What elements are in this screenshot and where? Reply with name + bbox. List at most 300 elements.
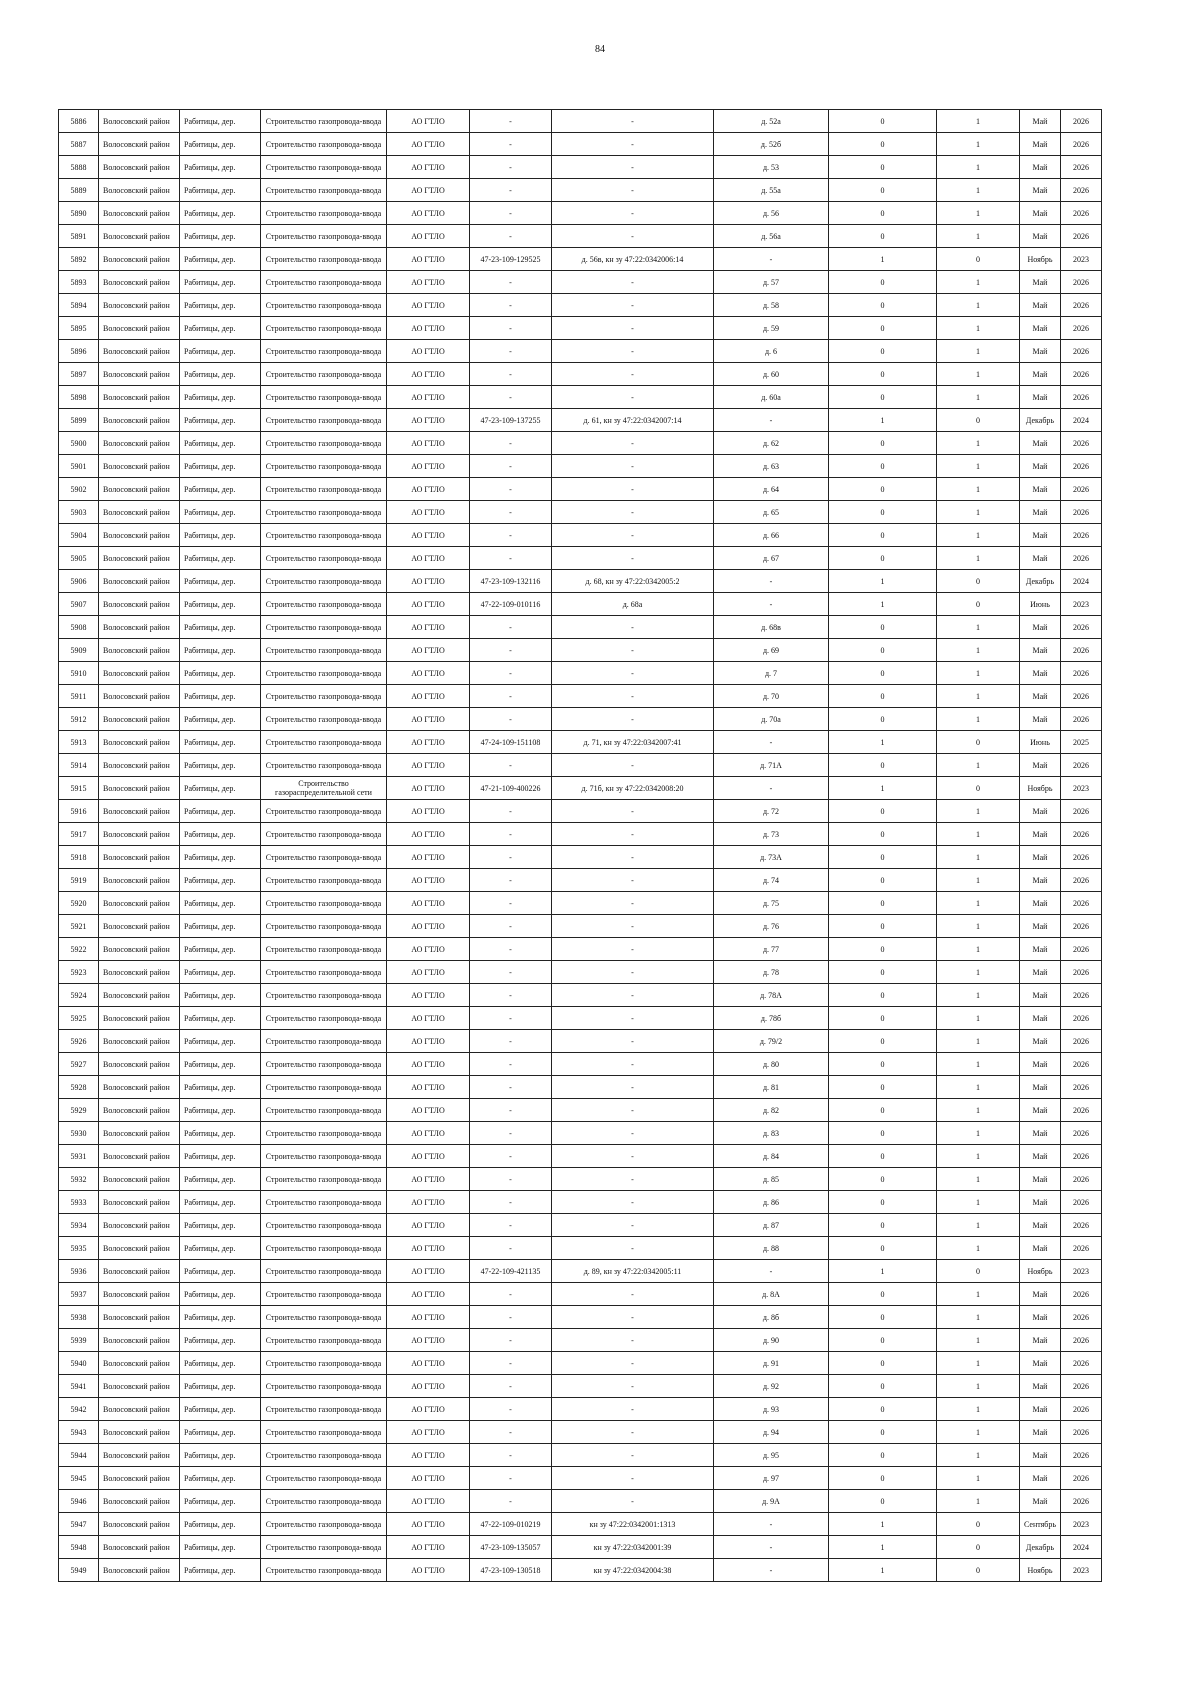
organization-cell: АО ГТЛО (387, 1467, 470, 1490)
year-cell: 2023 (1061, 1260, 1102, 1283)
table-row (59, 271, 1102, 294)
address-cell: д. 92 (714, 1375, 829, 1398)
organization-cell: АО ГТЛО (387, 731, 470, 754)
object-cell: - (552, 432, 714, 455)
address-cell: - (714, 777, 829, 800)
count-1-cell: 0 (829, 1122, 937, 1145)
count-1-cell: 0 (829, 1421, 937, 1444)
address-cell: д. 6 (714, 340, 829, 363)
organization-cell: АО ГТЛО (387, 777, 470, 800)
count-2-cell: 1 (937, 432, 1020, 455)
count-1-cell: 1 (829, 777, 937, 800)
table-row (59, 616, 1102, 639)
organization-cell: АО ГТЛО (387, 1352, 470, 1375)
district-cell: Волосовский район (99, 478, 180, 501)
tech-conditions-cell: - (470, 846, 552, 869)
work-type-cell: Строительство газопровода-ввода (261, 1444, 387, 1467)
district-cell: Волосовский район (99, 133, 180, 156)
tech-conditions-cell: - (470, 1375, 552, 1398)
count-1-cell: 0 (829, 432, 937, 455)
count-2-cell: 1 (937, 1398, 1020, 1421)
year-cell: 2026 (1061, 1214, 1102, 1237)
object-cell: - (552, 1352, 714, 1375)
locality-cell: Рабитицы, дер. (180, 708, 261, 731)
object-cell: - (552, 340, 714, 363)
row-number-cell: 5901 (59, 455, 99, 478)
table-row (59, 1306, 1102, 1329)
count-2-cell: 1 (937, 1007, 1020, 1030)
address-cell: - (714, 593, 829, 616)
locality-cell: Рабитицы, дер. (180, 777, 261, 800)
address-cell: д. 71А (714, 754, 829, 777)
year-cell: 2024 (1061, 1536, 1102, 1559)
locality-cell: Рабитицы, дер. (180, 340, 261, 363)
address-cell: д. 67 (714, 547, 829, 570)
count-2-cell: 0 (937, 777, 1020, 800)
count-2-cell: 1 (937, 915, 1020, 938)
locality-cell: Рабитицы, дер. (180, 938, 261, 961)
tech-conditions-cell: - (470, 1145, 552, 1168)
year-cell: 2026 (1061, 1306, 1102, 1329)
locality-cell: Рабитицы, дер. (180, 1214, 261, 1237)
year-cell: 2026 (1061, 1122, 1102, 1145)
object-cell: - (552, 869, 714, 892)
district-cell: Волосовский район (99, 547, 180, 570)
address-cell: д. 73 (714, 823, 829, 846)
organization-cell: АО ГТЛО (387, 1191, 470, 1214)
address-cell: д. 8б (714, 1306, 829, 1329)
work-type-cell: Строительство газопровода-ввода (261, 1306, 387, 1329)
organization-cell: АО ГТЛО (387, 1444, 470, 1467)
work-type-cell: Строительство газопровода-ввода (261, 1375, 387, 1398)
address-cell: д. 78А (714, 984, 829, 1007)
row-number-cell: 5902 (59, 478, 99, 501)
month-cell: Май (1020, 685, 1061, 708)
address-cell: д. 58 (714, 294, 829, 317)
table-row (59, 1375, 1102, 1398)
row-number-cell: 5924 (59, 984, 99, 1007)
work-type-cell: Строительство газопровода-ввода (261, 179, 387, 202)
locality-cell: Рабитицы, дер. (180, 110, 261, 133)
tech-conditions-cell: - (470, 340, 552, 363)
locality-cell: Рабитицы, дер. (180, 317, 261, 340)
object-cell: - (552, 1076, 714, 1099)
count-2-cell: 1 (937, 823, 1020, 846)
row-number-cell: 5910 (59, 662, 99, 685)
count-2-cell: 1 (937, 662, 1020, 685)
work-type-cell: Строительство газопровода-ввода (261, 1099, 387, 1122)
address-cell: д. 72 (714, 800, 829, 823)
district-cell: Волосовский район (99, 1076, 180, 1099)
locality-cell: Рабитицы, дер. (180, 202, 261, 225)
locality-cell: Рабитицы, дер. (180, 1375, 261, 1398)
row-number-cell: 5942 (59, 1398, 99, 1421)
row-number-cell: 5909 (59, 639, 99, 662)
address-cell: д. 52а (714, 110, 829, 133)
count-2-cell: 1 (937, 1168, 1020, 1191)
table-row (59, 1145, 1102, 1168)
tech-conditions-cell: - (470, 1191, 552, 1214)
count-2-cell: 1 (937, 1214, 1020, 1237)
count-1-cell: 0 (829, 1145, 937, 1168)
district-cell: Волосовский район (99, 708, 180, 731)
work-type-cell: Строительство газопровода-ввода (261, 708, 387, 731)
address-cell: д. 76 (714, 915, 829, 938)
table-row (59, 593, 1102, 616)
year-cell: 2026 (1061, 961, 1102, 984)
table-row (59, 202, 1102, 225)
count-2-cell: 1 (937, 1076, 1020, 1099)
count-2-cell: 1 (937, 386, 1020, 409)
organization-cell: АО ГТЛО (387, 1030, 470, 1053)
locality-cell: Рабитицы, дер. (180, 1076, 261, 1099)
organization-cell: АО ГТЛО (387, 1283, 470, 1306)
row-number-cell: 5918 (59, 846, 99, 869)
count-1-cell: 0 (829, 1283, 937, 1306)
table-row (59, 1099, 1102, 1122)
locality-cell: Рабитицы, дер. (180, 1490, 261, 1513)
organization-cell: АО ГТЛО (387, 1168, 470, 1191)
locality-cell: Рабитицы, дер. (180, 225, 261, 248)
tech-conditions-cell: - (470, 294, 552, 317)
table-row (59, 294, 1102, 317)
district-cell: Волосовский район (99, 1214, 180, 1237)
count-1-cell: 0 (829, 317, 937, 340)
district-cell: Волосовский район (99, 1375, 180, 1398)
tech-conditions-cell: - (470, 1467, 552, 1490)
work-type-cell: Строительство газопровода-ввода (261, 202, 387, 225)
table-row (59, 524, 1102, 547)
row-number-cell: 5893 (59, 271, 99, 294)
row-number-cell: 5898 (59, 386, 99, 409)
district-cell: Волосовский район (99, 1490, 180, 1513)
count-2-cell: 1 (937, 202, 1020, 225)
object-cell: - (552, 1283, 714, 1306)
row-number-cell: 5916 (59, 800, 99, 823)
organization-cell: АО ГТЛО (387, 340, 470, 363)
locality-cell: Рабитицы, дер. (180, 1122, 261, 1145)
year-cell: 2026 (1061, 685, 1102, 708)
count-1-cell: 0 (829, 961, 937, 984)
address-cell: д. 73А (714, 846, 829, 869)
locality-cell: Рабитицы, дер. (180, 179, 261, 202)
count-1-cell: 0 (829, 1191, 937, 1214)
table-row (59, 961, 1102, 984)
year-cell: 2026 (1061, 1398, 1102, 1421)
work-type-cell: Строительство газопровода-ввода (261, 1329, 387, 1352)
locality-cell: Рабитицы, дер. (180, 800, 261, 823)
count-1-cell: 0 (829, 1490, 937, 1513)
table-row (59, 1053, 1102, 1076)
month-cell: Ноябрь (1020, 248, 1061, 271)
row-number-cell: 5894 (59, 294, 99, 317)
locality-cell: Рабитицы, дер. (180, 478, 261, 501)
work-type-cell: Строительство газопровода-ввода (261, 1053, 387, 1076)
month-cell: Май (1020, 616, 1061, 639)
object-cell: - (552, 1398, 714, 1421)
count-1-cell: 1 (829, 731, 937, 754)
row-number-cell: 5913 (59, 731, 99, 754)
count-1-cell: 1 (829, 1513, 937, 1536)
row-number-cell: 5903 (59, 501, 99, 524)
month-cell: Май (1020, 639, 1061, 662)
object-cell: д. 68а (552, 593, 714, 616)
month-cell: Май (1020, 892, 1061, 915)
tech-conditions-cell: - (470, 271, 552, 294)
year-cell: 2026 (1061, 984, 1102, 1007)
object-cell: - (552, 271, 714, 294)
count-1-cell: 0 (829, 547, 937, 570)
locality-cell: Рабитицы, дер. (180, 1168, 261, 1191)
month-cell: Май (1020, 524, 1061, 547)
tech-conditions-cell: - (470, 363, 552, 386)
organization-cell: АО ГТЛО (387, 363, 470, 386)
year-cell: 2026 (1061, 1076, 1102, 1099)
object-cell: - (552, 110, 714, 133)
month-cell: Май (1020, 317, 1061, 340)
address-cell: д. 55а (714, 179, 829, 202)
count-2-cell: 1 (937, 869, 1020, 892)
address-cell: д. 80 (714, 1053, 829, 1076)
tech-conditions-cell: 47-22-109-010219 (470, 1513, 552, 1536)
district-cell: Волосовский район (99, 1191, 180, 1214)
month-cell: Май (1020, 662, 1061, 685)
district-cell: Волосовский район (99, 1559, 180, 1582)
object-cell: - (552, 892, 714, 915)
work-type-cell: Строительство газопровода-ввода (261, 1421, 387, 1444)
year-cell: 2026 (1061, 547, 1102, 570)
address-cell: д. 78б (714, 1007, 829, 1030)
work-type-cell: Строительство газопровода-ввода (261, 754, 387, 777)
locality-cell: Рабитицы, дер. (180, 1398, 261, 1421)
tech-conditions-cell: - (470, 938, 552, 961)
year-cell: 2024 (1061, 409, 1102, 432)
year-cell: 2026 (1061, 501, 1102, 524)
year-cell: 2026 (1061, 1375, 1102, 1398)
count-1-cell: 0 (829, 363, 937, 386)
table-row (59, 409, 1102, 432)
month-cell: Май (1020, 823, 1061, 846)
district-cell: Волосовский район (99, 294, 180, 317)
organization-cell: АО ГТЛО (387, 1398, 470, 1421)
count-1-cell: 0 (829, 133, 937, 156)
count-1-cell: 0 (829, 478, 937, 501)
tech-conditions-cell: 47-21-109-400226 (470, 777, 552, 800)
count-2-cell: 1 (937, 363, 1020, 386)
count-2-cell: 1 (937, 156, 1020, 179)
work-type-cell: Строительство газопровода-ввода (261, 1145, 387, 1168)
object-cell: - (552, 363, 714, 386)
count-1-cell: 0 (829, 892, 937, 915)
month-cell: Май (1020, 708, 1061, 731)
work-type-cell: Строительство газопровода-ввода (261, 616, 387, 639)
organization-cell: АО ГТЛО (387, 432, 470, 455)
work-type-cell: Строительство газопровода-ввода (261, 1536, 387, 1559)
work-type-cell: Строительство газопровода-ввода (261, 294, 387, 317)
address-cell: д. 79/2 (714, 1030, 829, 1053)
organization-cell: АО ГТЛО (387, 1053, 470, 1076)
table-row (59, 1352, 1102, 1375)
tech-conditions-cell: - (470, 1421, 552, 1444)
table-row (59, 639, 1102, 662)
locality-cell: Рабитицы, дер. (180, 1030, 261, 1053)
address-cell: д. 63 (714, 455, 829, 478)
district-cell: Волосовский район (99, 846, 180, 869)
organization-cell: АО ГТЛО (387, 1559, 470, 1582)
work-type-cell: Строительство газопровода-ввода (261, 1490, 387, 1513)
address-cell: - (714, 1536, 829, 1559)
district-cell: Волосовский район (99, 593, 180, 616)
work-type-cell: Строительство газопровода-ввода (261, 1007, 387, 1030)
count-1-cell: 0 (829, 294, 937, 317)
table-row (59, 225, 1102, 248)
tech-conditions-cell: - (470, 386, 552, 409)
address-cell: д. 7 (714, 662, 829, 685)
object-cell: - (552, 455, 714, 478)
count-2-cell: 0 (937, 593, 1020, 616)
locality-cell: Рабитицы, дер. (180, 662, 261, 685)
tech-conditions-cell: - (470, 616, 552, 639)
tech-conditions-cell: - (470, 524, 552, 547)
work-type-cell: Строительство газопровода-ввода (261, 823, 387, 846)
district-cell: Волосовский район (99, 386, 180, 409)
year-cell: 2026 (1061, 1168, 1102, 1191)
object-cell: - (552, 1306, 714, 1329)
locality-cell: Рабитицы, дер. (180, 984, 261, 1007)
locality-cell: Рабитицы, дер. (180, 1191, 261, 1214)
locality-cell: Рабитицы, дер. (180, 593, 261, 616)
count-2-cell: 0 (937, 570, 1020, 593)
count-1-cell: 0 (829, 225, 937, 248)
work-type-cell: Строительство газопровода-ввода (261, 156, 387, 179)
count-2-cell: 1 (937, 1306, 1020, 1329)
work-type-cell: Строительство газопровода-ввода (261, 800, 387, 823)
count-2-cell: 0 (937, 1536, 1020, 1559)
work-type-cell: Строительство газопровода-ввода (261, 1168, 387, 1191)
row-number-cell: 5912 (59, 708, 99, 731)
row-number-cell: 5919 (59, 869, 99, 892)
table-row (59, 984, 1102, 1007)
year-cell: 2026 (1061, 317, 1102, 340)
address-cell: д. 60а (714, 386, 829, 409)
month-cell: Ноябрь (1020, 1260, 1061, 1283)
row-number-cell: 5886 (59, 110, 99, 133)
count-2-cell: 1 (937, 708, 1020, 731)
count-1-cell: 0 (829, 1007, 937, 1030)
district-cell: Волосовский район (99, 731, 180, 754)
object-cell: кн зу 47:22:0342004:38 (552, 1559, 714, 1582)
count-1-cell: 0 (829, 1352, 937, 1375)
month-cell: Май (1020, 1214, 1061, 1237)
count-2-cell: 1 (937, 639, 1020, 662)
object-cell: - (552, 1329, 714, 1352)
table-row (59, 708, 1102, 731)
district-cell: Волосовский район (99, 1444, 180, 1467)
count-1-cell: 0 (829, 754, 937, 777)
object-cell: - (552, 846, 714, 869)
count-2-cell: 1 (937, 1444, 1020, 1467)
count-1-cell: 1 (829, 570, 937, 593)
work-type-cell: Строительство газопровода-ввода (261, 1122, 387, 1145)
count-2-cell: 1 (937, 1375, 1020, 1398)
row-number-cell: 5929 (59, 1099, 99, 1122)
count-2-cell: 1 (937, 1145, 1020, 1168)
district-cell: Волосовский район (99, 1260, 180, 1283)
tech-conditions-cell: - (470, 1306, 552, 1329)
locality-cell: Рабитицы, дер. (180, 524, 261, 547)
object-cell: д. 56в, кн зу 47:22:0342006:14 (552, 248, 714, 271)
object-cell: - (552, 1490, 714, 1513)
row-number-cell: 5923 (59, 961, 99, 984)
object-cell: - (552, 156, 714, 179)
organization-cell: АО ГТЛО (387, 570, 470, 593)
year-cell: 2026 (1061, 754, 1102, 777)
object-cell: - (552, 1145, 714, 1168)
work-type-cell: Строительство газопровода-ввода (261, 961, 387, 984)
table-row (59, 777, 1102, 800)
table-row (59, 1398, 1102, 1421)
table-row (59, 685, 1102, 708)
table-row (59, 938, 1102, 961)
district-cell: Волосовский район (99, 1007, 180, 1030)
address-cell: д. 77 (714, 938, 829, 961)
organization-cell: АО ГТЛО (387, 1421, 470, 1444)
organization-cell: АО ГТЛО (387, 386, 470, 409)
organization-cell: АО ГТЛО (387, 1237, 470, 1260)
table-row (59, 501, 1102, 524)
count-1-cell: 0 (829, 1099, 937, 1122)
table-row (59, 1467, 1102, 1490)
locality-cell: Рабитицы, дер. (180, 294, 261, 317)
table-row (59, 1559, 1102, 1582)
year-cell: 2023 (1061, 777, 1102, 800)
count-1-cell: 1 (829, 1260, 937, 1283)
tech-conditions-cell: - (470, 432, 552, 455)
locality-cell: Рабитицы, дер. (180, 363, 261, 386)
district-cell: Волосовский район (99, 179, 180, 202)
district-cell: Волосовский район (99, 1352, 180, 1375)
organization-cell: АО ГТЛО (387, 708, 470, 731)
object-cell: - (552, 179, 714, 202)
year-cell: 2023 (1061, 248, 1102, 271)
year-cell: 2026 (1061, 179, 1102, 202)
object-cell: - (552, 1237, 714, 1260)
object-cell: кн зу 47:22:0342001:1313 (552, 1513, 714, 1536)
locality-cell: Рабитицы, дер. (180, 1559, 261, 1582)
district-cell: Волосовский район (99, 1536, 180, 1559)
address-cell: д. 9А (714, 1490, 829, 1513)
tech-conditions-cell: - (470, 179, 552, 202)
count-1-cell: 0 (829, 823, 937, 846)
month-cell: Май (1020, 1490, 1061, 1513)
count-1-cell: 1 (829, 593, 937, 616)
organization-cell: АО ГТЛО (387, 961, 470, 984)
object-cell: - (552, 800, 714, 823)
district-cell: Волосовский район (99, 524, 180, 547)
count-1-cell: 0 (829, 1444, 937, 1467)
count-1-cell: 0 (829, 938, 937, 961)
tech-conditions-cell: - (470, 1053, 552, 1076)
row-number-cell: 5945 (59, 1467, 99, 1490)
year-cell: 2026 (1061, 1352, 1102, 1375)
table-row (59, 915, 1102, 938)
work-type-cell: Строительство газопровода-ввода (261, 731, 387, 754)
district-cell: Волосовский район (99, 1283, 180, 1306)
month-cell: Июнь (1020, 593, 1061, 616)
object-cell: - (552, 662, 714, 685)
month-cell: Декабрь (1020, 409, 1061, 432)
row-number-cell: 5927 (59, 1053, 99, 1076)
